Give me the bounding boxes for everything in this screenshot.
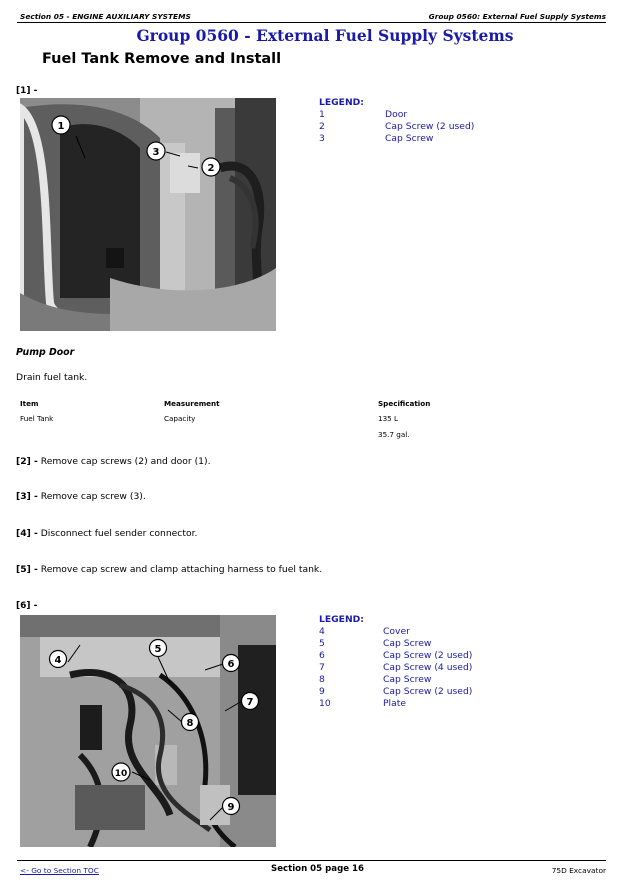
callout-8-label: 8 [186, 718, 194, 729]
legend-text: Cap Screw (2 used) [383, 650, 473, 661]
legend-number: 2 [319, 121, 325, 132]
spec-cell-measurement: Capacity [164, 414, 196, 423]
legend-number: 5 [319, 638, 325, 649]
spec-header-specification: Specification [378, 399, 431, 408]
step-1-label: [1] - [16, 86, 38, 96]
step-3-label: [3] - [16, 491, 38, 502]
callout-6-label: 6 [227, 659, 235, 670]
step-5-text: Remove cap screw and clamp attaching harness to fuel tank. [37, 564, 323, 575]
callout-1-marker [52, 116, 70, 134]
header-rule [17, 22, 606, 23]
callout-5-label: 5 [154, 644, 162, 655]
callout-9-label: 9 [227, 802, 235, 813]
legend-1-heading: LEGEND: [319, 97, 364, 108]
callout-9-marker [223, 798, 240, 815]
callout-3-marker [147, 142, 165, 160]
spec-cell-item: Fuel Tank [20, 414, 54, 423]
legend-text: Door [385, 109, 408, 120]
callout-4-label: 4 [54, 655, 62, 666]
legend-number: 8 [319, 674, 325, 685]
callout-6-marker [223, 655, 240, 672]
callout-8-marker [182, 714, 199, 731]
fuel-filter-cover-photo [20, 615, 276, 847]
callout-4-marker [50, 651, 67, 668]
legend-number: 10 [319, 698, 331, 709]
legend-text: Cap Screw [383, 674, 432, 685]
callout-3-label: 3 [152, 147, 160, 158]
section-title: Fuel Tank Remove and Install [42, 51, 282, 67]
section-toc-link[interactable]: <- Go to Section TOC [20, 866, 99, 875]
legend-text: Cap Screw [383, 638, 432, 649]
legend-number: 1 [319, 109, 325, 120]
step-6-label: [6] - [16, 601, 38, 611]
callout-5-marker [150, 640, 167, 657]
spec-cell-gallons: 35.7 gal. [378, 430, 410, 439]
step-5 [16, 564, 322, 575]
running-header-group: Group 0560: External Fuel Supply Systems [428, 12, 606, 21]
spec-header-measurement: Measurement [164, 399, 220, 408]
drain-instruction: Drain fuel tank. [16, 372, 88, 383]
step-4 [16, 528, 197, 539]
callout-1-label: 1 [57, 121, 65, 132]
legend-number: 3 [319, 133, 325, 144]
callout-7-marker [242, 693, 259, 710]
footer-rule [17, 860, 606, 861]
step-2-label: [2] - [16, 456, 38, 467]
step-5-label: [5] - [16, 564, 38, 575]
running-header-section: Section 05 - ENGINE AUXILIARY SYSTEMS [20, 12, 191, 21]
callout-10-marker [112, 763, 130, 781]
legend-text: Cover [383, 626, 410, 637]
step-4-label: [4] - [16, 528, 38, 539]
callout-10-label: 10 [114, 769, 128, 779]
callout-2-marker [202, 158, 220, 176]
spec-header-item: Item [20, 399, 39, 408]
legend-number: 7 [319, 662, 325, 673]
page-number: Section 05 page 16 [271, 864, 365, 874]
group-title: Group 0560 - External Fuel Supply Systems [136, 26, 514, 45]
step-3-text: Remove cap screw (3). [37, 491, 146, 502]
step-2 [16, 456, 211, 467]
legend-number: 6 [319, 650, 325, 661]
step-4-text: Disconnect fuel sender connector. [37, 528, 198, 539]
callout-7-label: 7 [246, 697, 254, 708]
fuel-tank-door-photo [20, 98, 276, 331]
step-3 [16, 491, 146, 502]
spec-cell-liters: 135 L [378, 414, 399, 423]
legend-number: 4 [319, 626, 325, 637]
step-2-text: Remove cap screws (2) and door (1). [37, 456, 211, 467]
legend-text: Cap Screw [385, 133, 434, 144]
callout-2-label: 2 [207, 163, 215, 174]
legend-text: Cap Screw (2 used) [383, 686, 473, 697]
legend-number: 9 [319, 686, 325, 697]
legend-text: Plate [383, 698, 406, 709]
legend-text: Cap Screw (4 used) [383, 662, 473, 673]
legend-text: Cap Screw (2 used) [385, 121, 475, 132]
figure-caption: Pump Door [16, 347, 75, 358]
machine-model: 75D Excavator [551, 866, 606, 875]
legend-2-heading: LEGEND: [319, 614, 364, 625]
